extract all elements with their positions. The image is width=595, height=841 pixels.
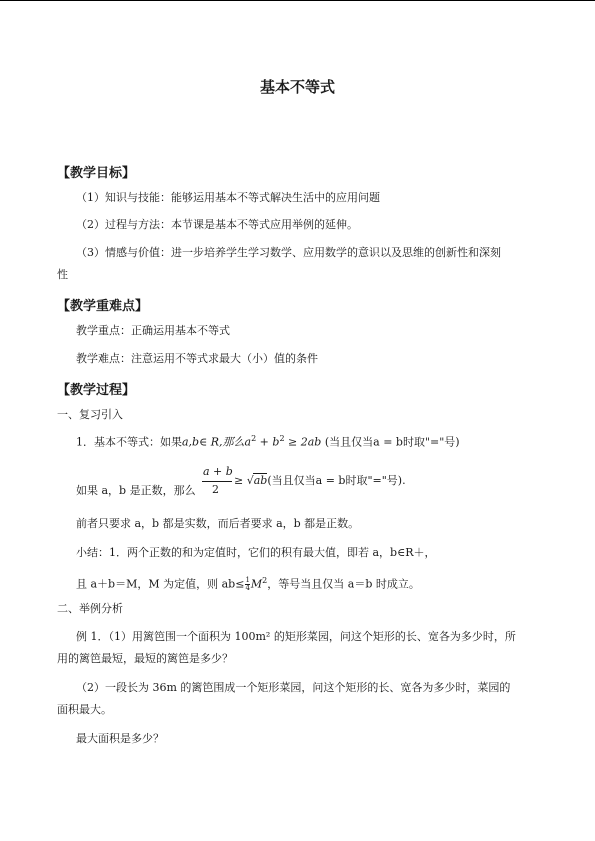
amgm-rhs	[234, 474, 406, 488]
quarter-num: 1	[245, 576, 250, 585]
basic-inequality-math-b: + b	[256, 435, 280, 449]
example1-line2: 用的篱笆最短，最短的篱笆是多少？	[57, 652, 233, 665]
amgm-suffix: (当且仅当a = b时取"="号).	[267, 474, 406, 487]
key-point-1: 教学重点：正确运用基本不等式	[76, 324, 230, 337]
example2-line1: （2）一段长为 36m 的篱笆围成一个矩形菜园，问这个矩形的长、宽各为多少时，菜园的	[76, 681, 511, 694]
summary-M-sup: 2	[262, 576, 268, 585]
quarter-fraction	[245, 577, 249, 592]
amgm-ab: ab	[253, 474, 268, 487]
comparison-note: 前者只要求 a，b 都是实数，而后者要求 a，b 都是正数。	[76, 517, 360, 530]
example2-line2: 面积最大。	[57, 703, 112, 716]
sup-a2: 2	[251, 434, 257, 443]
example3-line: 最大面积是多少？	[76, 732, 164, 745]
amgm-prefix: 如果 a，b 是正数，那么	[76, 484, 196, 497]
example1-line1: 例 1．（1）用篱笆围一个面积为 100m² 的矩形菜园，问这个矩形的长、宽各为多少时，所	[76, 630, 516, 643]
goal-item-3-cont: 性	[57, 268, 68, 281]
basic-inequality-math-a: a,b∈ R,那么a	[182, 435, 252, 449]
summary-line-2	[76, 574, 420, 592]
process-heading: 【教学过程】	[57, 383, 136, 398]
page-title: 基本不等式	[259, 78, 335, 96]
top-border	[0, 0, 595, 1]
summary-M: M	[250, 577, 263, 591]
goals-heading: 【教学目标】	[57, 166, 136, 181]
basic-inequality-prefix: 1．基本不等式：如果	[76, 435, 182, 449]
quarter-den: 4	[245, 584, 250, 593]
summary-suffix: ，等号当且仅当 a＝b 时成立。	[267, 577, 420, 591]
sqrt-overline	[253, 473, 267, 474]
part2-title: 二、举例分析	[57, 602, 123, 615]
key-point-2: 教学难点：注意运用不等式求最大（小）值的条件	[76, 352, 318, 365]
part1-title: 一、复习引入	[57, 408, 123, 421]
summary-prefix: 且 a＋b＝M，M 为定值，则 ab≤	[76, 577, 245, 591]
basic-inequality-suffix: (当且仅当a = b时取"="号)	[324, 435, 460, 449]
basic-inequality-line	[76, 432, 460, 450]
amgm-geq-sqrt: ≥ √	[234, 474, 254, 487]
sup-b2: 2	[279, 434, 285, 443]
summary-line-1: 小结：1．两个正数的和为定值时，它们的积有最大值，即若 a，b∈R＋，	[76, 546, 436, 559]
amgm-denominator: 2	[212, 483, 219, 496]
key-points-heading: 【教学重难点】	[57, 299, 149, 314]
goal-item-1: （1）知识与技能：能够运用基本不等式解决生活中的应用问题	[76, 191, 380, 204]
basic-inequality-math-c: ≥ 2ab	[284, 435, 322, 449]
amgm-numerator: a + b	[203, 465, 233, 478]
amgm-fraction-bar	[202, 481, 232, 482]
goal-item-2: （2）过程与方法：本节课是基本不等式应用举例的延伸。	[76, 218, 358, 231]
goal-item-3: （3）情感与价值：进一步培养学生学习数学、应用数学的意识以及思维的创新性和深刻	[76, 246, 501, 259]
